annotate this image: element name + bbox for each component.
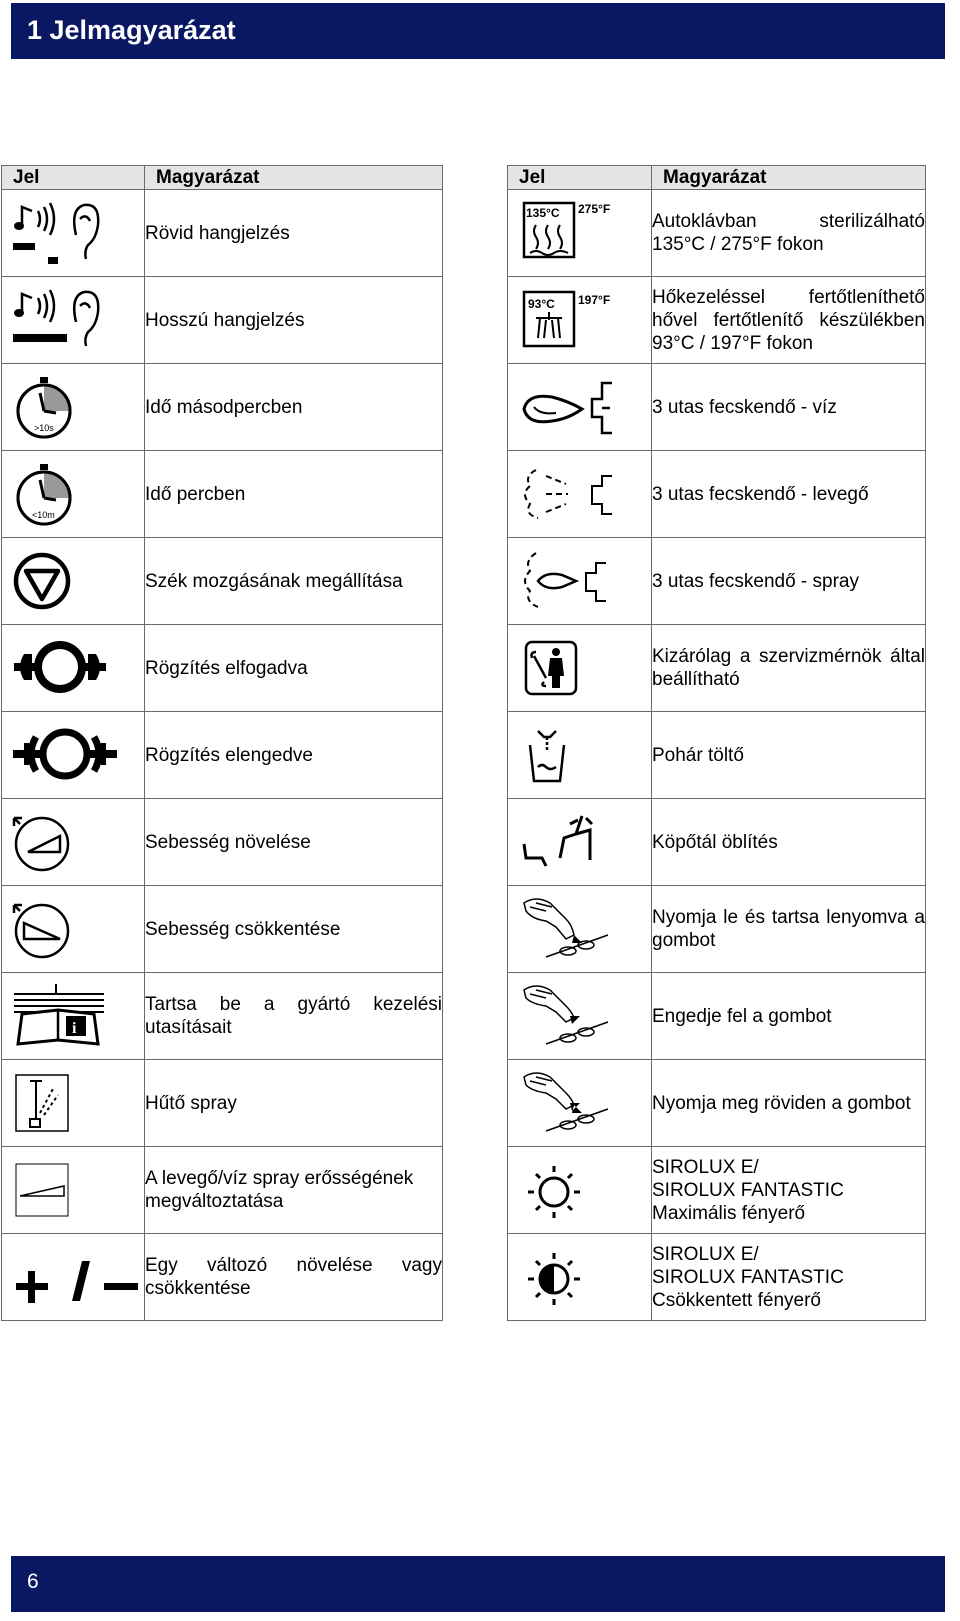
temp-c: 93°C	[528, 297, 555, 311]
row-desc: Hosszú hangjelzés	[145, 309, 305, 331]
plus-minus-icon	[2, 1239, 144, 1315]
page-number: 6	[27, 1570, 39, 1593]
footer-bar	[11, 1556, 945, 1612]
row-desc: Idő percben	[145, 483, 246, 505]
desc-line: SIROLUX E/	[652, 1243, 759, 1265]
speed-increase-icon	[2, 804, 144, 880]
table-header-row	[508, 166, 926, 190]
table-row	[508, 364, 926, 451]
syringe-water-icon	[508, 369, 651, 445]
table-row	[2, 277, 443, 364]
bowl-rinse-icon	[508, 804, 651, 880]
table-row	[2, 973, 443, 1060]
table-row	[508, 451, 926, 538]
legend-table-left	[1, 165, 443, 1321]
row-desc: Rögzítés elengedve	[145, 744, 313, 766]
col-symbol-header: Jel	[2, 166, 145, 190]
desc-line: SIROLUX FANTASTIC	[652, 1266, 844, 1288]
table-row	[508, 712, 926, 799]
cup-filler-icon	[508, 717, 651, 793]
desc-line: Maximális fényerő	[652, 1202, 806, 1224]
legend-table-right	[507, 165, 926, 1321]
press-briefly-button-icon	[508, 1065, 651, 1141]
reduced-brightness-icon	[508, 1239, 651, 1315]
col-symbol-header: Jel	[508, 166, 652, 190]
timer-label: >10s	[34, 423, 54, 433]
row-desc: Egy változó növelése vagy csökkentése	[145, 1255, 442, 1299]
row-desc: Hőkezeléssel fertőtleníthető hővel fertőtlenítő készülékben 93°C / 197°F fokon	[652, 286, 925, 354]
autoclave-icon	[508, 195, 651, 271]
table-row	[2, 1147, 443, 1234]
table-row	[508, 277, 926, 364]
lock-released-icon	[2, 717, 144, 793]
table-row	[508, 799, 926, 886]
max-brightness-icon	[508, 1152, 651, 1228]
table-row	[2, 712, 443, 799]
table-row	[508, 1147, 926, 1234]
table-row	[508, 886, 926, 973]
service-engineer-icon	[508, 630, 651, 706]
row-desc: Rövid hangjelzés	[145, 222, 290, 244]
table-row	[2, 1060, 443, 1147]
long-beep-icon	[2, 282, 144, 358]
page-title: 1 Jelmagyarázat	[27, 15, 236, 45]
header-bar	[11, 3, 945, 59]
table-row	[2, 538, 443, 625]
release-button-icon	[508, 978, 651, 1054]
table-row	[2, 451, 443, 538]
temp-f: 197°F	[578, 293, 611, 307]
row-desc: Sebesség növelése	[145, 831, 311, 853]
row-desc: Tartsa be a gyártó kezelési utasításait	[145, 994, 442, 1038]
row-desc: Köpőtál öblítés	[652, 831, 778, 853]
table-row	[2, 1234, 443, 1321]
table-row	[2, 886, 443, 973]
lock-engaged-icon	[2, 630, 144, 706]
table-row	[2, 625, 443, 712]
chair-stop-icon	[2, 543, 144, 619]
table-header-row	[2, 166, 443, 190]
row-desc: Pohár töltő	[652, 744, 744, 766]
timer-minutes-icon	[2, 456, 144, 532]
row-desc: A levegő/víz spray erősségének megváltoztatása	[145, 1168, 414, 1212]
col-desc-header: Magyarázat	[652, 166, 926, 190]
thermo-disinfector-icon	[508, 282, 651, 358]
table-row	[508, 973, 926, 1060]
short-beep-icon	[2, 195, 144, 271]
row-desc: Nyomja le és tartsa lenyomva a gombot	[652, 907, 925, 951]
row-desc: Szék mozgásának megállítása	[145, 570, 403, 592]
syringe-spray-icon	[508, 543, 651, 619]
temp-f: 275°F	[578, 202, 611, 216]
row-desc: Engedje fel a gombot	[652, 1005, 832, 1027]
table-row	[508, 538, 926, 625]
speed-decrease-icon	[2, 891, 144, 967]
row-desc: Nyomja meg röviden a gombot	[652, 1092, 911, 1114]
press-hold-button-icon	[508, 891, 651, 967]
table-row	[2, 364, 443, 451]
spray-strength-icon	[2, 1152, 144, 1228]
row-desc: 3 utas fecskendő - spray	[652, 570, 859, 592]
desc-line: Csökkentett fényerő	[652, 1289, 821, 1311]
row-desc: Autoklávban sterilizálható 135°C / 275°F fokon	[652, 211, 925, 255]
col-desc-header: Magyarázat	[145, 166, 443, 190]
syringe-air-icon	[508, 456, 651, 532]
table-row	[508, 1060, 926, 1147]
row-desc: Rögzítés elfogadva	[145, 657, 308, 679]
row-desc: Sebesség csökkentése	[145, 918, 341, 940]
table-row	[508, 625, 926, 712]
row-desc: 3 utas fecskendő - levegő	[652, 483, 869, 505]
desc-line: SIROLUX E/	[652, 1156, 759, 1178]
row-desc: 3 utas fecskendő - víz	[652, 396, 837, 418]
row-desc: Hűtő spray	[145, 1092, 237, 1114]
table-row	[2, 190, 443, 277]
row-desc: Idő másodpercben	[145, 396, 303, 418]
row-desc: Kizárólag a szervizmérnök által beállítható	[652, 646, 925, 690]
cooling-spray-icon	[2, 1065, 144, 1141]
timer-label: <10m	[32, 510, 55, 520]
manual-icon	[2, 978, 144, 1054]
desc-line: SIROLUX FANTASTIC	[652, 1179, 844, 1201]
table-row	[2, 799, 443, 886]
temp-c: 135°C	[526, 206, 560, 220]
table-row	[508, 190, 926, 277]
svg-text:i: i	[72, 1020, 77, 1037]
table-row	[508, 1234, 926, 1321]
timer-seconds-icon	[2, 369, 144, 445]
